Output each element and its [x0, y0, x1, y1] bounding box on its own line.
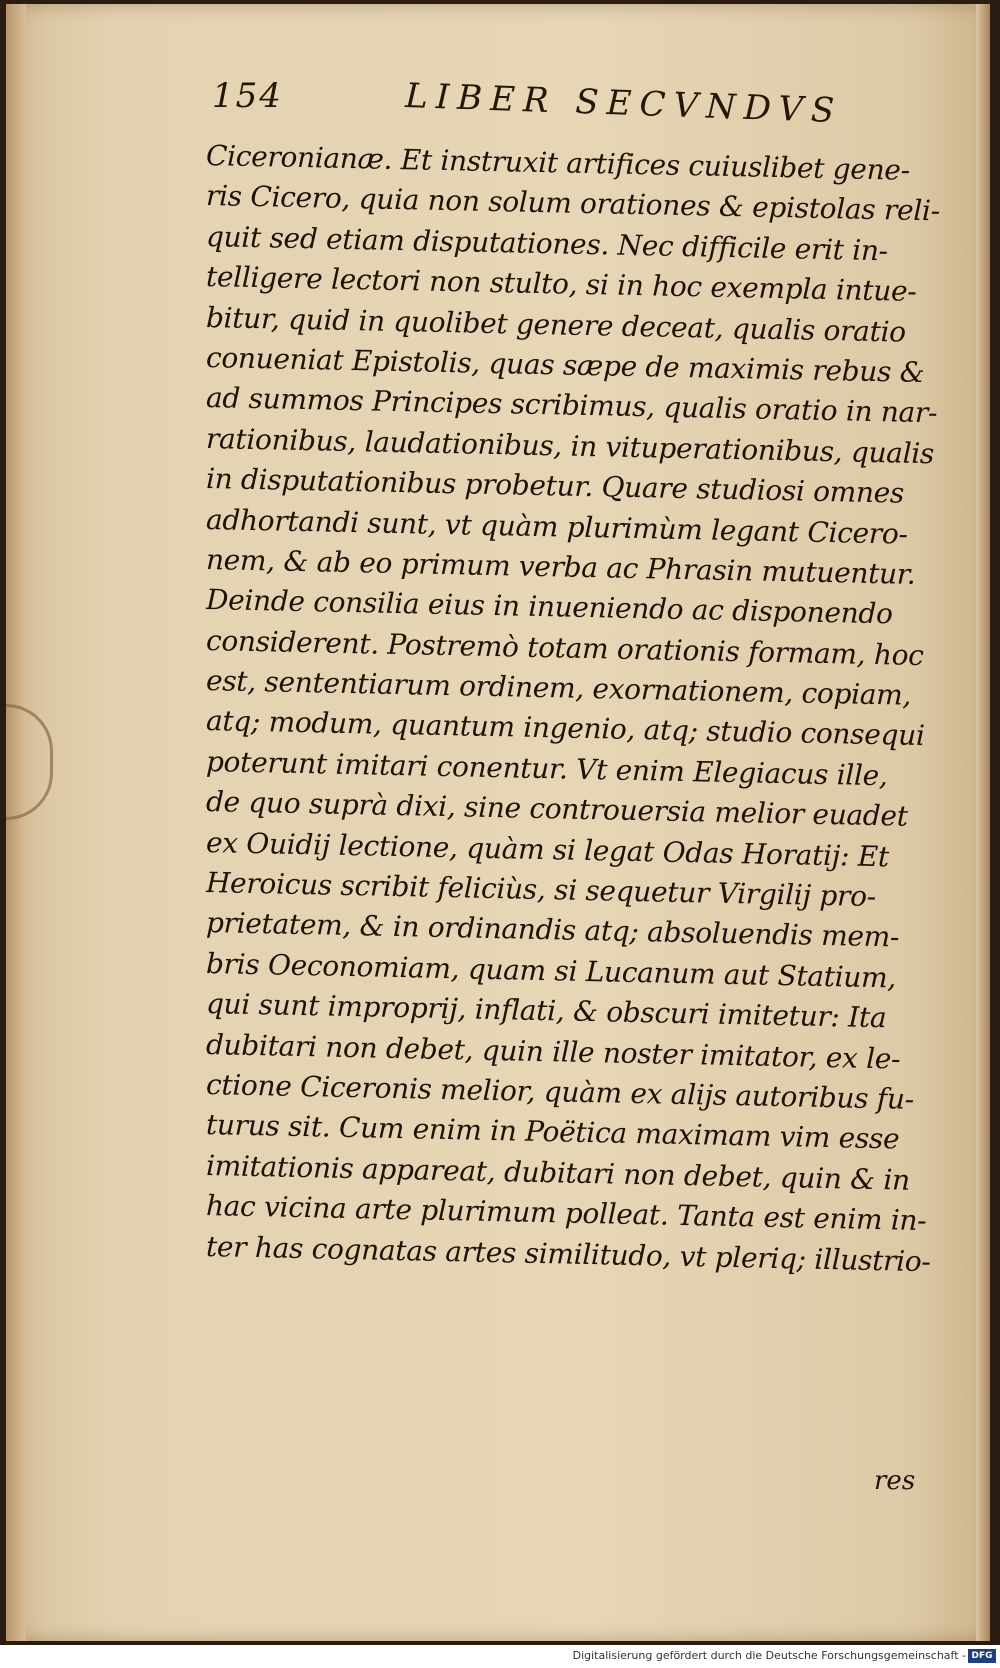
catchword: res [874, 1466, 916, 1496]
text-line: de quo suprà dixi, sine controuersia melior euadet [205, 785, 909, 833]
text-line: imitationis appareat, dubitari non debet, quin & in [205, 1148, 911, 1197]
text-line: dubitari non debet, quin ille noster imitator, ex le- [205, 1027, 901, 1076]
page-fore-edge [976, 4, 990, 1641]
clasp-mark [6, 704, 53, 820]
text-line: Heroicus scribit feliciùs, si sequetur Virgilij pro- [205, 866, 877, 914]
dfg-logo: DFG [968, 1649, 996, 1663]
text-line: prietatem, & in ordinandis atq; absoluendis mem- [205, 906, 900, 954]
text-line: ris Cicero, quia non solum orationes & epistolas reli- [205, 179, 941, 228]
running-head: LIBER SECVNDVS [404, 76, 843, 132]
text-line: telligere lectori non stulto, si in hoc exempla intue- [205, 260, 917, 309]
text-line: adhortandi sunt, vt quàm plurimùm legant Cicero- [205, 502, 908, 551]
text-line: quit sed etiam disputationes. Nec difficile erit in- [205, 219, 889, 268]
text-line: rationibus, laudationibus, in vituperationibus, qualis [205, 421, 935, 470]
text-line: bitur, quid in quolibet genere deceat, qualis oratio [205, 300, 907, 349]
footer-bar [0, 1645, 1000, 1668]
text-line: qui sunt improprij, inflati, & obscuri imitetur: Ita [205, 987, 887, 1035]
text-line: Ciceronianæ. Et instruxit artifices cuiuslibet gene- [205, 139, 911, 187]
text-line: turus sit. Cum enim in Poëtica maximam vim esse [205, 1108, 900, 1156]
text-line: conueniat Epistolis, quas sæpe de maximis rebus & [205, 340, 925, 389]
text-line: ad summos Principes scribimus, qualis oratio in nar- [205, 381, 938, 430]
text-line: bris Oeconomiam, quam si Lucanum aut Statium, [205, 946, 897, 995]
page-number: 154 [212, 76, 283, 116]
text-line: ter has cognatas artes similitudo, vt pleriq; illustrio- [205, 1229, 931, 1278]
text-line: ctione Ciceronis melior, quàm ex alijs autoribus fu- [205, 1067, 915, 1116]
text-line: est, sententiarum ordinem, exornationem, copiam, [205, 664, 912, 712]
text-line: poterunt imitari conentur. Vt enim Elegiacus ille, [205, 744, 888, 793]
text-line: nem, & ab eo primum verba ac Phrasin mutuentur. [205, 542, 916, 591]
text-line: hac vicina arte plurimum polleat. Tanta est enim in- [205, 1189, 927, 1238]
footer-credit: Digitalisierung gefördert durch die Deutsche Forschungsgemeinschaft - [572, 1649, 966, 1662]
text-line: considerent. Postremò totam orationis formam, hoc [205, 623, 924, 672]
text-line: ex Ouidij lectione, quàm si legat Odas Horatij: Et [205, 825, 890, 873]
text-line: atq; modum, quantum ingenio, atq; studio consequi [205, 704, 925, 753]
body-text [205, 136, 941, 1278]
text-line: in disputationibus probetur. Quare studiosi omnes [205, 462, 905, 510]
text-line: Deinde consilia eius in inueniendo ac disponendo [205, 583, 893, 631]
book-page [6, 4, 990, 1641]
page-header [6, 76, 990, 136]
page-gutter-edge [6, 4, 26, 1641]
